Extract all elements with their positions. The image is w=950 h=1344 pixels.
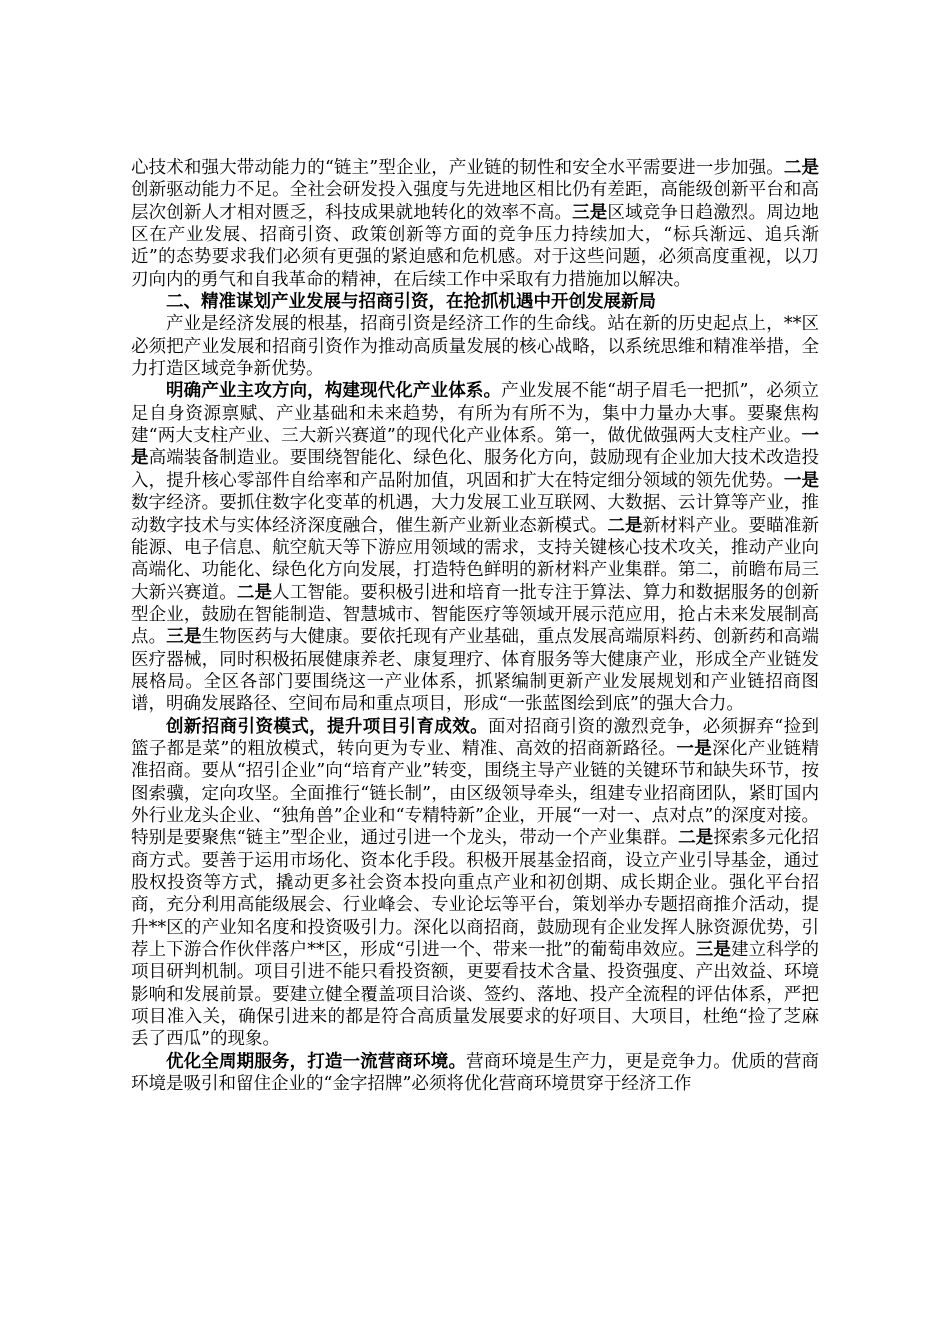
bold-text-run: 优化全周期服务，打造一流营商环境。 (166, 1051, 467, 1072)
document-page (131, 157, 819, 1095)
bold-text-run: 一是 (131, 426, 819, 469)
body-paragraph (131, 716, 819, 1051)
bold-text-run: 二是 (236, 582, 273, 603)
bold-text-run: 三是 (572, 202, 608, 223)
text-run: 产业发展不能“胡子眉毛一把抓”，必须立足自身资源禀赋、产业基础和未来趋势，有所为有所不为，集中力量办大事。要聚焦构建“两大支柱产业、三大新兴赛道”的现代化产业体系。第一，做优做强两大支柱产业。 (131, 381, 819, 447)
text-run: 深化产业链精准招商。要从“招引企业”向“培育产业”转变，围绕主导产业链的关键环节和缺失环节，按图索骥，定向攻坚。全面推行“链长制”，由区级领导牵头，组建专业招商团队，紧盯国内外行业龙头企业、“独角兽”企业和“专精特新”企业，开展“一对一、点对点”的深度对接。特别是要聚焦“链主”型企业，通过引进一个龙头，带动一个产业集群。 (131, 738, 820, 849)
bold-text-run: 三是 (166, 627, 202, 648)
text-run: 区域竞争日趋激烈。周边地区在产业发展、招商引资、政策创新等方面的竞争压力持续加大，“标兵渐远、追兵渐近”的态势要求我们必须有更强的紧迫感和危机感。对于这些问题，必须高度重视，以刀刃向内的勇气和自我革命的精神，在后续工作中采取有力措施加以解决。 (131, 202, 820, 290)
bold-text-run: 二是 (607, 515, 643, 536)
text-run: 探索多元化招商方式。要善于运用市场化、资本化手段。积极开展基金招商，设立产业引导基金，通过股权投资等方式，撬动更多社会资本投向重点产业和初创期、成长期企业。强化平台招商，充分利用高能级展会、行业峰会、专业论坛等平台，策划举办专题招商推介活动，提升**区的产业知名度和投资吸引力。深化以商招商，鼓励现有企业发挥人脉资源优势，引荐上下游合作伙伴落户**区，形成“引进一个、带来一批”的葡萄串效应。 (131, 828, 819, 961)
body-paragraph (131, 1051, 819, 1096)
bold-text-run: 明确产业主攻方向，构建现代化产业体系。 (166, 381, 502, 402)
body-paragraph (131, 380, 819, 715)
text-run: 营商环境是生产力，更是竞争力。优质的营商环境是吸引和留住企业的“金字招牌”必须将优化营商环境贯穿于经济工作 (131, 1051, 820, 1095)
text-run: 面对招商引资的激烈竞争，必须摒弃“捡到篮子都是菜”的粗放模式，转向更为专业、精准、高效的招商新路径。 (131, 716, 819, 759)
text-run: 数字经济。要抓住数字化变革的机遇，大力发展工业互联网、大数据、云计算等产业，推动数字技术与实体经济深度融合，催生新产业新业态新模式。 (131, 493, 819, 536)
text-run: 心技术和强大带动能力的“链主”型企业，产业链的韧性和安全水平需要进一步加强。 (131, 158, 784, 178)
text-run: 产业是经济发展的根基，招商引资是经济工作的生命线。站在新的历史起点上，**区必须把产业发展和招商引资作为推动高质量发展的核心战略，以系统思维和精准举措，全力打造区域竞争新优势。 (131, 314, 819, 380)
bold-text-run: 一是 (676, 738, 713, 759)
text-run: 建立科学的项目研判机制。项目引进不能只看投资额，更要看技术含量、投资强度、产出效益、环境影响和发展前景。要建立健全覆盖项目洽谈、签约、落地、投产全流程的评估体系，严把项目准入关，确保引进来的都是符合高质量发展要求的好项目、大项目，杜绝“捡了芝麻丢了西瓜”的现象。 (131, 940, 819, 1050)
bold-text-run: 二是 (783, 158, 820, 178)
text-run: 创新驱动能力不足。全社会研发投入强度与先进地区相比仍有差距，高能级创新平台和高层次创新人才相对匮乏，科技成果就地转化的效率不高。 (131, 180, 819, 223)
text-run: 生物医药与大健康。要依托现有产业基础，重点发展高端原料药、创新药和高端医疗器械，同时积极拓展健康养老、康复理疗、体育服务等大健康产业，形成全产业链发展格局。全区各部门要围绕这一产业体系，抓紧编制更新产业发展规划和产业链招商图谱，明确发展路径、空间布局和重点项目，形成“一张蓝图绘到底”的强大合力。 (131, 627, 820, 715)
text-run: 高端装备制造业。要围绕智能化、绿色化、服务化方向，鼓励现有企业加大技术改造投入，提升核心零部件自给率和产品附加值，巩固和扩大在特定细分领域的领先优势。 (131, 448, 820, 491)
body-paragraph (131, 157, 819, 291)
text-run: 新材料产业。要瞄准新能源、电子信息、航空航天等下游应用领域的需求，支持关键核心技术攻关，推动产业向高端化、功能化、绿色化方向发展，打造特色鲜明的新材料产业集群。第二，前瞻布局三大新兴赛道。 (131, 515, 820, 603)
body-paragraph (131, 313, 819, 380)
bold-text-run: 三是 (695, 940, 731, 961)
section-heading (131, 291, 819, 313)
bold-text-run: 二是 (678, 828, 714, 849)
bold-text-run: 一是 (783, 470, 820, 491)
text-run: 人工智能。要积极引进和培育一批专注于算法、算力和数据服务的创新型企业，鼓励在智能制造、智慧城市、智能医疗等领域开展示范应用，抢占未来发展制高点。 (131, 582, 820, 648)
bold-text-run: 二、精准谋划产业发展与招商引资，在抢抓机遇中开创发展新局 (166, 292, 656, 313)
bold-text-run: 创新招商引资模式，提升项目引育成效。 (166, 716, 489, 737)
